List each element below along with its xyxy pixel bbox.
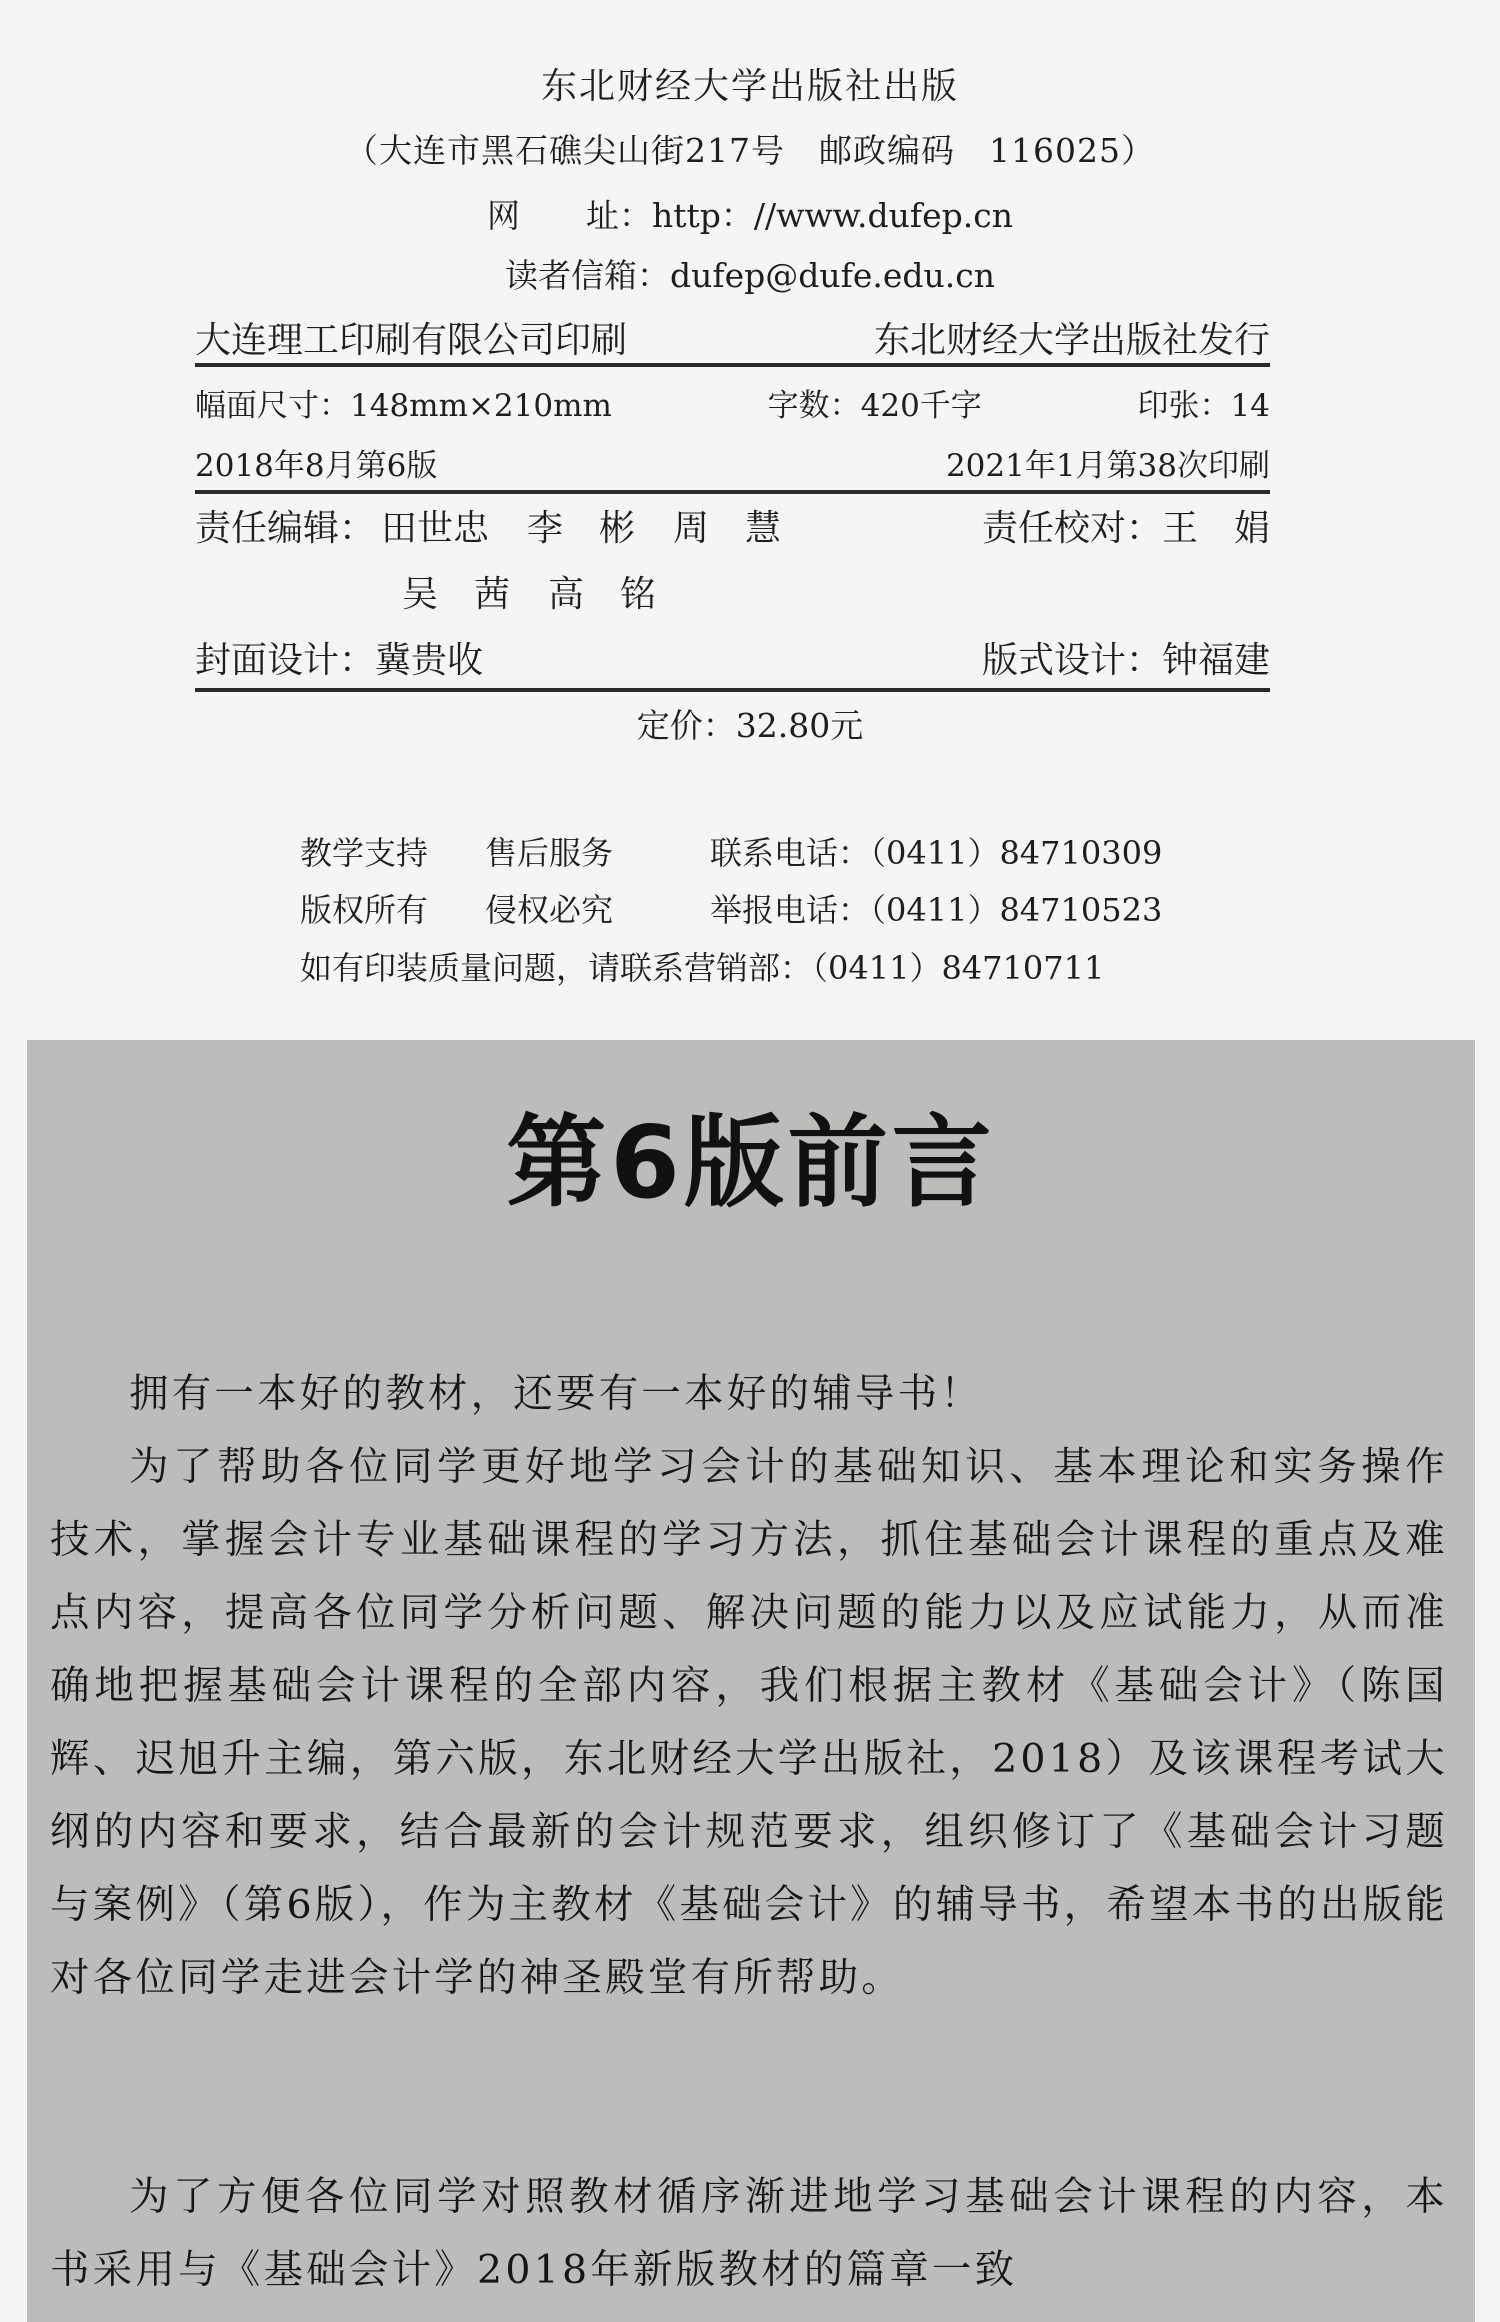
editors	[195, 500, 819, 551]
copyright-line: 版权所有 侵权必究 举报电话：（0411）84710523	[300, 891, 1163, 929]
edition-row	[195, 440, 1270, 485]
design-row	[195, 632, 1270, 683]
divider	[195, 363, 1270, 367]
editor-name: 李 彬	[527, 508, 636, 549]
print-sheets: 印张：14	[1137, 388, 1270, 424]
support-line: 教学支持 售后服务 联系电话：（0411）84710309	[300, 834, 1163, 872]
printing: 2021年1月第38次印刷	[945, 448, 1270, 484]
printer-row	[195, 312, 1270, 363]
preface-paragraph: 为了帮助各位同学更好地学习会计的基础知识、基本理论和实务操作技术，掌握会计专业基础课程的学习方法，抓住基础会计课程的重点及难点内容，提高各位同学分析问题、解决问题的能力以及应试能力，从而准确地把握基础会计课程的全部内容，我们根据主教材《基础会计》（陈国辉、迟旭升主编，第六版，东北财经大学出版社，2018）及该课程考试大纲的内容和要求，结合最新的会计规范要求，组织修订了《基础会计习题与案例》（第6版），作为主教材《基础会计》的辅导书，希望本书的出版能对各位同学走进会计学的神圣殿堂有所帮助。	[50, 1444, 1448, 2001]
proofreader: 责任校对：王 娟	[981, 508, 1270, 549]
editors-label: 责任编辑：	[195, 508, 376, 549]
website-label: 网 址：	[487, 196, 653, 235]
editor-name: 吴 茜	[402, 574, 511, 615]
website-value: http：//www.dufep.cn	[652, 196, 1013, 235]
email-line	[0, 250, 1500, 297]
email-label: 读者信箱：	[505, 256, 670, 295]
quality-line: 如有印装质量问题，请联系营销部：（0411）84710711	[300, 949, 1105, 987]
divider	[195, 688, 1270, 692]
editor-name: 周 慧	[673, 508, 782, 549]
email-value: dufep@dufe.edu.cn	[670, 256, 995, 295]
word-count: 字数：420千字	[767, 388, 982, 424]
layout-design: 版式设计：钟福建	[981, 640, 1270, 681]
specs-row	[195, 380, 1270, 425]
preface-paragraph: 拥有一本好的教材，还要有一本好的辅导书！	[129, 1371, 983, 1417]
divider	[195, 490, 1270, 494]
preface-page	[27, 1040, 1475, 2322]
format-size: 幅面尺寸：148mm×210mm	[195, 388, 612, 424]
publisher-line: 东北财经大学出版社出版	[540, 66, 959, 107]
editor-name: 高 铭	[548, 574, 657, 615]
website-line	[0, 190, 1500, 237]
editors-row	[195, 500, 1270, 551]
distributor: 东北财经大学出版社发行	[873, 320, 1270, 361]
editors-row-2	[402, 566, 1477, 617]
imprint-page	[0, 0, 1500, 1035]
address-line: （大连市黑石礁尖山街217号 邮政编码 116025）	[345, 131, 1155, 170]
cover-design: 封面设计：冀贵收	[195, 640, 484, 681]
editor-name: 田世忠	[381, 508, 490, 549]
preface-title: 第6版前言	[506, 1104, 996, 1221]
preface-paragraph: 为了方便各位同学对照教材循序渐进地学习基础会计课程的内容，本书采用与《基础会计》2018年新版教材的篇章一致	[50, 2174, 1448, 2293]
edition: 2018年8月第6版	[195, 448, 438, 484]
printer: 大连理工印刷有限公司印刷	[195, 320, 628, 361]
price: 定价：32.80元	[636, 706, 864, 745]
